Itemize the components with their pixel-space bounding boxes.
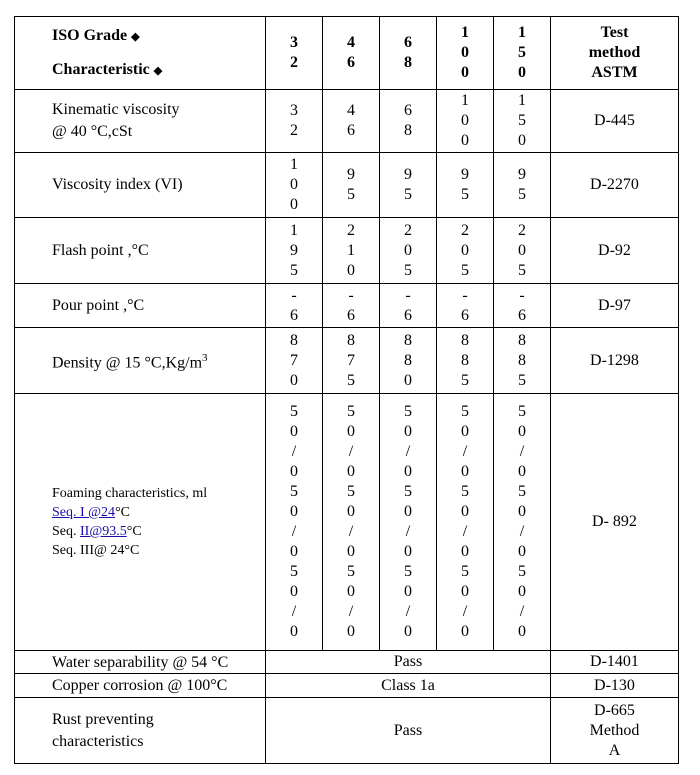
value-cell: [323, 218, 380, 284]
value-character: 5: [461, 563, 469, 580]
value-character: /: [405, 603, 411, 620]
value-character: /: [519, 443, 525, 460]
value-character: -: [462, 286, 468, 304]
value-cell: [494, 153, 551, 218]
characteristic-cell: [15, 284, 266, 328]
characteristic-cell: [15, 651, 266, 674]
seq-2-link[interactable]: II@93.5: [80, 524, 127, 539]
value-text: [380, 101, 436, 141]
characteristic-heading: [52, 59, 265, 81]
characteristic-cell: [15, 394, 266, 651]
value-cell: [494, 218, 551, 284]
value-character: 2: [290, 54, 298, 71]
value-character: /: [291, 603, 297, 620]
value-character: 0: [404, 503, 412, 520]
method-cell: D- 892: [551, 394, 679, 651]
value-character: 0: [461, 44, 469, 61]
characteristic-cell: [15, 90, 266, 153]
value-cell: [323, 328, 380, 394]
value-cell: [437, 153, 494, 218]
value-character: 5: [404, 563, 412, 580]
value-character: 4: [347, 102, 355, 119]
method-header-line: Test: [600, 24, 629, 41]
grade-150-header: [494, 23, 550, 83]
value-character: 5: [518, 371, 526, 389]
value-character: 8: [518, 331, 526, 349]
value-character: 0: [404, 371, 412, 389]
value-character: 0: [461, 64, 469, 81]
value-character: 0: [290, 623, 298, 640]
value-character: 7: [290, 351, 298, 369]
value-character: 1: [347, 241, 355, 259]
value-character: 5: [404, 403, 412, 420]
value-cell: [266, 153, 323, 218]
value-character: 5: [347, 186, 355, 203]
value-text: [437, 91, 493, 151]
value-character: 1: [461, 24, 469, 41]
table-row: [15, 651, 679, 674]
value-character: 6: [404, 102, 412, 119]
value-character: 6: [347, 306, 355, 324]
value-character: 9: [461, 166, 469, 183]
value-character: 3: [290, 102, 298, 119]
method-cell: D-130: [551, 674, 679, 698]
value-character: 9: [404, 166, 412, 183]
merged-value-cell: Class 1a: [266, 674, 551, 698]
value-character: 1: [518, 92, 526, 109]
seq-1-suffix: °C: [115, 505, 130, 520]
characteristic-line: Rust preventing: [52, 710, 154, 728]
value-character: 2: [404, 221, 412, 239]
value-character: 8: [290, 331, 298, 349]
value-character: 5: [404, 186, 412, 203]
table-row: [15, 218, 679, 284]
value-character: -: [348, 286, 354, 304]
value-text: [266, 155, 322, 215]
value-character: 2: [290, 122, 298, 139]
value-character: 0: [347, 543, 355, 560]
value-character: 0: [461, 423, 469, 440]
arrow-down-icon: ◆: [153, 65, 163, 77]
value-character: 0: [404, 543, 412, 560]
value-cell: [494, 284, 551, 328]
value-character: /: [462, 443, 468, 460]
value-character: /: [462, 603, 468, 620]
value-character: 4: [347, 34, 355, 51]
header-row: [15, 17, 679, 90]
table-row: [15, 90, 679, 153]
value-character: 0: [347, 261, 355, 279]
value-character: -: [291, 286, 297, 304]
value-character: 0: [404, 623, 412, 640]
value-text: [323, 331, 379, 391]
table-row: [15, 698, 679, 764]
seq-1-link[interactable]: Seq. I @24: [52, 505, 116, 520]
characteristic-line: Foaming characteristics, ml: [52, 486, 208, 501]
value-character: 5: [518, 44, 526, 61]
value-character: 1: [290, 221, 298, 239]
value-character: 8: [404, 54, 412, 71]
value-character: 5: [290, 483, 298, 500]
value-character: 0: [461, 241, 469, 259]
characteristic-line: Seq. III@ 24°C: [52, 543, 140, 558]
value-character: 5: [518, 112, 526, 129]
characteristic-line: @ 40 °C,cSt: [52, 123, 133, 140]
method-header-line: ASTM: [591, 64, 638, 81]
value-character: 0: [461, 583, 469, 600]
value-text: [323, 221, 379, 281]
grade-header-cell: [494, 17, 551, 90]
value-cell: [437, 328, 494, 394]
table-row: [15, 674, 679, 698]
value-text: [266, 221, 322, 281]
table-body: [15, 17, 679, 764]
value-cell: [437, 394, 494, 651]
grade-46-header: [323, 33, 379, 73]
arrow-right-icon: ◆: [131, 31, 140, 43]
method-cell: D-2270: [551, 153, 679, 218]
table-row: [15, 394, 679, 651]
value-cell: [437, 218, 494, 284]
characteristic-line: Density @ 15 °C,Kg/m: [52, 354, 203, 372]
value-text: [266, 286, 322, 326]
value-character: 0: [290, 176, 298, 193]
value-character: 0: [518, 503, 526, 520]
method-cell: D-1298: [551, 328, 679, 394]
value-cell: [266, 90, 323, 153]
iso-grade-heading: [52, 25, 265, 47]
value-cell: [380, 284, 437, 328]
value-character: /: [519, 523, 525, 540]
merged-value-cell: Pass: [266, 651, 551, 674]
value-character: 0: [461, 623, 469, 640]
value-text: [323, 165, 379, 205]
grade-32-header: [266, 33, 322, 73]
value-character: 5: [461, 403, 469, 420]
value-text: [380, 286, 436, 326]
method-cell: D-1401: [551, 651, 679, 674]
value-text: [437, 331, 493, 391]
value-character: 8: [404, 122, 412, 139]
method-cell: [551, 698, 679, 764]
value-character: 6: [404, 306, 412, 324]
value-cell: [323, 394, 380, 651]
value-character: 6: [518, 306, 526, 324]
specification-table: [14, 16, 679, 764]
value-character: 0: [290, 463, 298, 480]
value-text: [437, 165, 493, 205]
table-row: [15, 284, 679, 328]
value-character: 8: [404, 331, 412, 349]
value-character: 0: [518, 583, 526, 600]
value-character: 5: [461, 186, 469, 203]
merged-value-cell: Pass: [266, 698, 551, 764]
value-cell: [380, 153, 437, 218]
value-character: 6: [461, 306, 469, 324]
value-text: [266, 101, 322, 141]
grade-header-cell: [266, 17, 323, 90]
value-text: [494, 402, 550, 642]
value-character: 0: [404, 463, 412, 480]
value-character: 0: [347, 463, 355, 480]
value-character: 5: [518, 403, 526, 420]
method-header-line: method: [588, 44, 641, 61]
value-character: 5: [290, 403, 298, 420]
value-character: 0: [347, 423, 355, 440]
value-character: 5: [518, 563, 526, 580]
grade-68-header: [380, 33, 436, 73]
value-cell: [494, 394, 551, 651]
value-cell: [323, 284, 380, 328]
characteristic-line: characteristics: [52, 732, 144, 750]
characteristic-cell: [15, 218, 266, 284]
value-character: 0: [290, 503, 298, 520]
characteristic-line: [52, 503, 265, 522]
header-label-cell: [15, 17, 266, 90]
value-character: 0: [404, 423, 412, 440]
value-character: 0: [461, 112, 469, 129]
value-character: 6: [290, 306, 298, 324]
value-character: 5: [518, 186, 526, 203]
value-cell: [437, 284, 494, 328]
value-text: [323, 402, 379, 642]
value-cell: [437, 90, 494, 153]
value-character: 0: [404, 583, 412, 600]
value-character: 5: [461, 261, 469, 279]
value-character: 0: [347, 503, 355, 520]
value-character: 0: [290, 371, 298, 389]
value-character: 0: [347, 583, 355, 600]
value-character: /: [519, 603, 525, 620]
value-character: 0: [518, 241, 526, 259]
characteristic-cell: [15, 698, 266, 764]
characteristic-line: [52, 522, 265, 541]
seq-2-suffix: °C: [126, 524, 142, 539]
value-character: 0: [290, 196, 298, 213]
grade-100-header: [437, 23, 493, 83]
table-row: [15, 153, 679, 218]
characteristic-line: Water separability @ 54 °C: [52, 653, 229, 671]
value-character: 0: [518, 463, 526, 480]
value-character: /: [348, 443, 354, 460]
value-cell: [380, 218, 437, 284]
value-character: -: [405, 286, 411, 304]
seq-2-prefix: Seq.: [52, 524, 80, 539]
grade-header-cell: [437, 17, 494, 90]
method-cell: D-445: [551, 90, 679, 153]
value-text: [437, 286, 493, 326]
method-line: Method: [589, 721, 640, 739]
value-character: 0: [404, 241, 412, 259]
value-character: 0: [461, 543, 469, 560]
characteristic-cell: [15, 328, 266, 394]
value-character: 6: [347, 54, 355, 71]
value-character: 8: [347, 331, 355, 349]
value-character: 0: [518, 543, 526, 560]
value-character: 7: [347, 351, 355, 369]
value-character: 0: [518, 132, 526, 149]
value-text: [437, 402, 493, 642]
value-character: /: [291, 523, 297, 540]
value-character: 5: [461, 483, 469, 500]
value-text: [494, 286, 550, 326]
value-text: [380, 331, 436, 391]
value-text: [323, 286, 379, 326]
iso-grade-label: ISO Grade: [52, 27, 128, 44]
value-character: 0: [347, 623, 355, 640]
value-character: 1: [461, 92, 469, 109]
value-character: 8: [404, 351, 412, 369]
value-character: 5: [518, 483, 526, 500]
value-character: 5: [347, 371, 355, 389]
value-character: 8: [518, 351, 526, 369]
value-cell: [266, 218, 323, 284]
value-character: 2: [347, 221, 355, 239]
value-character: 0: [461, 503, 469, 520]
value-character: 9: [290, 241, 298, 259]
grade-header-cell: [323, 17, 380, 90]
value-character: 0: [461, 463, 469, 480]
value-cell: [380, 394, 437, 651]
characteristic-line: Kinematic viscosity: [52, 101, 180, 118]
value-cell: [494, 90, 551, 153]
value-text: [380, 165, 436, 205]
value-character: 5: [461, 371, 469, 389]
value-text: [380, 221, 436, 281]
value-character: /: [405, 523, 411, 540]
value-character: 5: [347, 483, 355, 500]
value-character: 8: [461, 351, 469, 369]
characteristic-cell: [15, 674, 266, 698]
value-character: 3: [290, 34, 298, 51]
value-character: 5: [404, 483, 412, 500]
value-text: [494, 165, 550, 205]
value-character: 5: [290, 261, 298, 279]
value-character: 6: [347, 122, 355, 139]
characteristic-line: Viscosity index (VI): [52, 176, 183, 193]
method-cell: D-92: [551, 218, 679, 284]
value-text: [494, 331, 550, 391]
value-character: 0: [518, 623, 526, 640]
unit-superscript: 3: [202, 351, 208, 364]
value-cell: [380, 328, 437, 394]
value-text: [266, 331, 322, 391]
method-cell: D-97: [551, 284, 679, 328]
value-character: /: [462, 523, 468, 540]
value-character: 8: [461, 331, 469, 349]
value-character: 2: [461, 221, 469, 239]
value-text: [380, 402, 436, 642]
value-text: [494, 221, 550, 281]
value-character: 0: [290, 583, 298, 600]
value-character: /: [348, 523, 354, 540]
value-character: 0: [518, 423, 526, 440]
value-cell: [323, 90, 380, 153]
value-character: 0: [518, 64, 526, 81]
value-character: 5: [347, 563, 355, 580]
value-cell: [266, 328, 323, 394]
characteristic-cell: [15, 153, 266, 218]
value-character: 9: [518, 166, 526, 183]
value-character: 5: [347, 403, 355, 420]
value-cell: [494, 328, 551, 394]
value-text: [266, 402, 322, 642]
value-character: 9: [347, 166, 355, 183]
method-line: D-665: [594, 701, 635, 719]
value-text: [437, 221, 493, 281]
characteristic-line: Copper corrosion @ 100°C: [52, 677, 228, 694]
value-character: 5: [404, 261, 412, 279]
value-character: 0: [461, 132, 469, 149]
value-character: 5: [518, 261, 526, 279]
grade-header-cell: [380, 17, 437, 90]
characteristic-line: Pour point ,°C: [52, 296, 145, 314]
value-character: /: [348, 603, 354, 620]
value-character: /: [405, 443, 411, 460]
value-cell: [323, 153, 380, 218]
value-character: /: [291, 443, 297, 460]
value-character: 1: [518, 24, 526, 41]
value-character: 1: [290, 156, 298, 173]
characteristic-label: Characteristic: [52, 61, 150, 78]
value-cell: [380, 90, 437, 153]
value-character: -: [519, 286, 525, 304]
value-character: 5: [290, 563, 298, 580]
value-cell: [266, 284, 323, 328]
characteristic-line: Flash point ,°C: [52, 241, 149, 259]
value-character: 6: [404, 34, 412, 51]
value-text: [323, 101, 379, 141]
method-header-cell: [551, 17, 679, 90]
value-cell: [266, 394, 323, 651]
value-text: [494, 91, 550, 151]
method-line: A: [608, 741, 621, 759]
value-character: 0: [290, 543, 298, 560]
table-row: [15, 328, 679, 394]
value-character: 2: [518, 221, 526, 239]
value-character: 0: [290, 423, 298, 440]
